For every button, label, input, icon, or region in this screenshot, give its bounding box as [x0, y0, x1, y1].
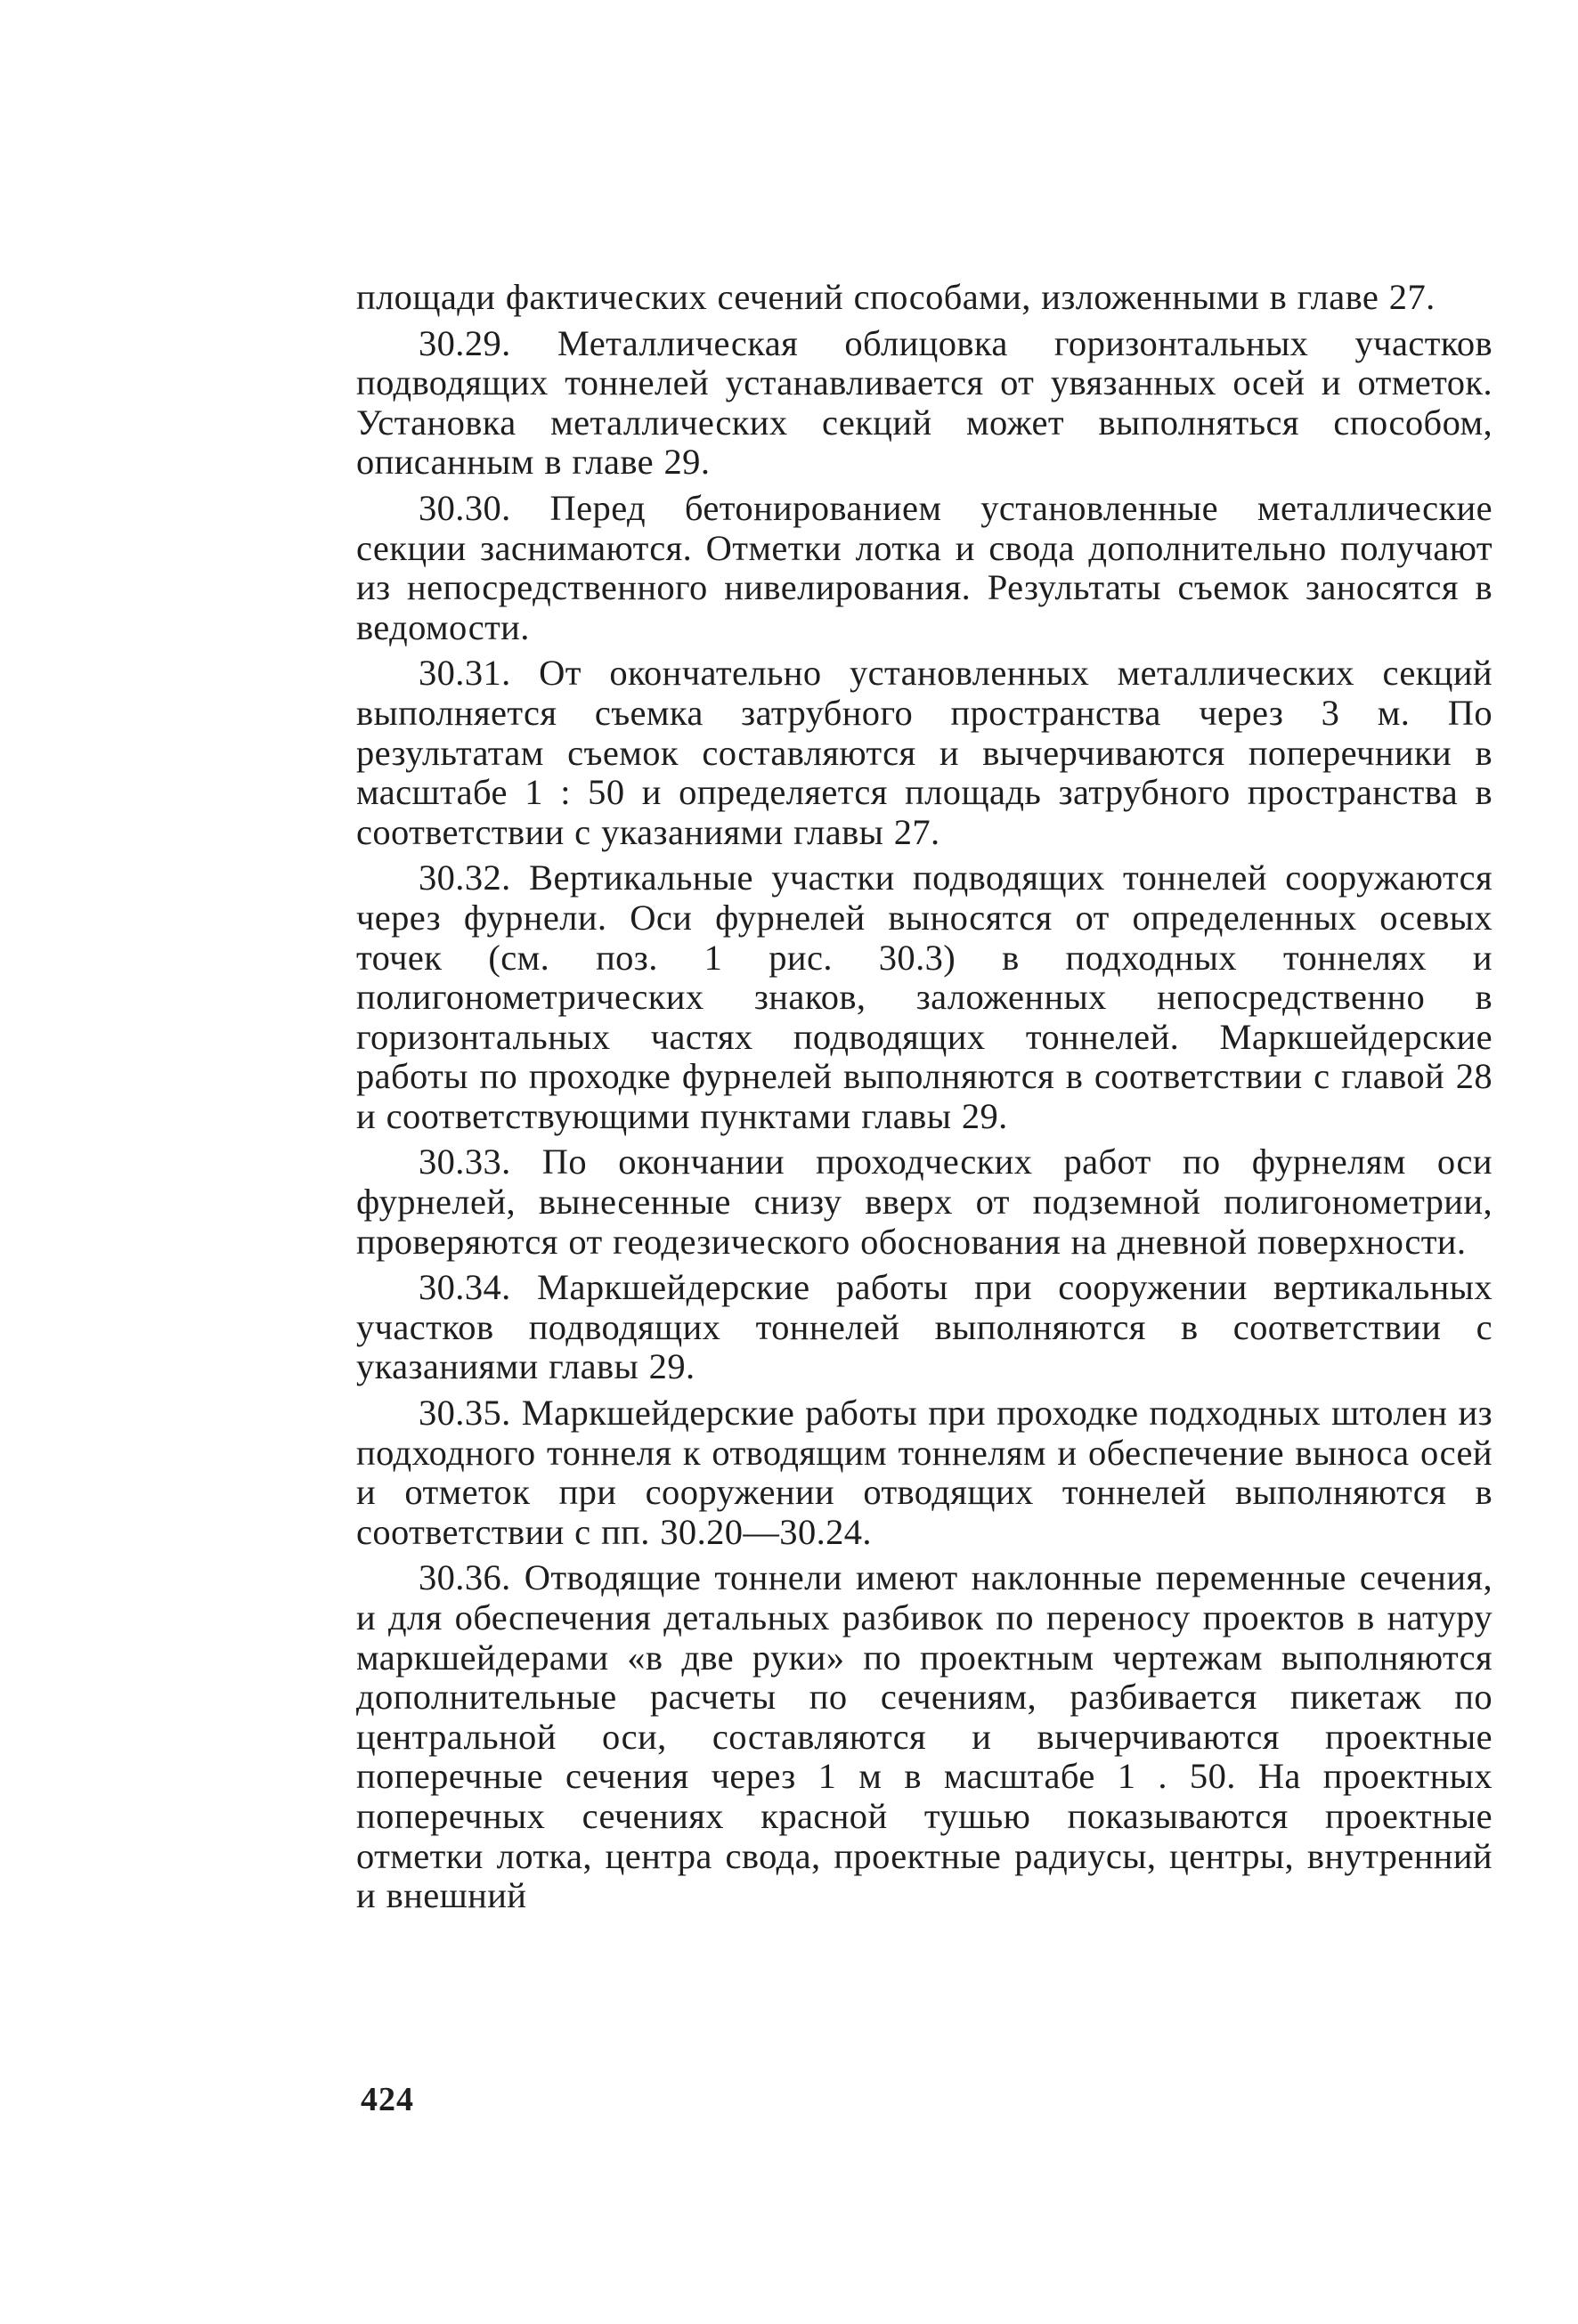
page-number: 424 [361, 2081, 414, 2118]
paragraph-30-35: 30.35. Маркшейдерские работы при проходке подходных штолен из подходного тоннеля к отводящим тоннелям и обеспечение выноса осей и отметок при сооружении отводящих тоннелей выполняются в соответствии с пп. 30.20—30.24. [356, 1393, 1493, 1552]
paragraph-30-31: 30.31. От окончательно установленных металлических секций выполняется съемка затрубного пространства через 3 м. По результатам съемок составляются и вычерчиваются поперечники в масштабе 1 : 50 и определяется площадь затрубного пространства в соответствии с указаниями главы 27. [356, 653, 1493, 852]
page-text [356, 278, 1493, 1916]
paragraph-30-29: 30.29. Металлическая облицовка горизонтальных участков подводящих тоннелей устанавливается от увязанных осей и отметок. Установка металлических секций может выполняться способом, описанным в главе 29. [356, 322, 1493, 483]
paragraph-30-33: 30.33. По окончании проходческих работ по фурнелям оси фурнелей, вынесенные снизу вверх от подземной полигонометрии, проверяются от геодезического обоснования на дневной поверхности. [356, 1142, 1493, 1262]
paragraph-30-30: 30.30. Перед бетонированием установленные металлические секции заснимаются. Отметки лотка и свода дополнительно получают из непосредственного нивелирования. Результаты съемок заносятся в ведомости. [356, 487, 1493, 647]
paragraph-30-34: 30.34. Маркшейдерские работы при сооружении вертикальных участков подводящих тоннелей выполняются в соответствии с указаниями главы 29. [356, 1267, 1493, 1387]
paragraph-continuation: площади фактических сечений способами, изложенными в главе 27. [356, 277, 1436, 317]
paragraph-30-32: 30.32. Вертикальные участки подводящих тоннелей сооружаются через фурнели. Оси фурнелей выносятся от определенных осевых точек (см. поз. 1 рис. 30.3) в подходных тоннелях и полигонометрических знаков, заложенных непосредственно в горизонтальных частях подводящих тоннелей. Маркшейдерские работы по проходке фурнелей выполняются в соответствии с главой 28 и соответствующими пунктами главы 29. [356, 857, 1493, 1136]
paragraph-30-36: 30.36. Отводящие тоннели имеют наклонные переменные сечения, и для обеспечения детальных разбивок по переносу проектов в натуру маркшейдерами «в две руки» по проектным чертежам выполняются дополнительные расчеты по сечениям, разбивается пикетаж по центральной оси, составляются и вычерчиваются проектные поперечные сечения через 1 м в масштабе 1 . 50. На проектных поперечных сечениях красной тушью показываются проектные отметки лотка, центра свода, проектные радиусы, центры, внутренний и внешний [356, 1557, 1493, 1916]
